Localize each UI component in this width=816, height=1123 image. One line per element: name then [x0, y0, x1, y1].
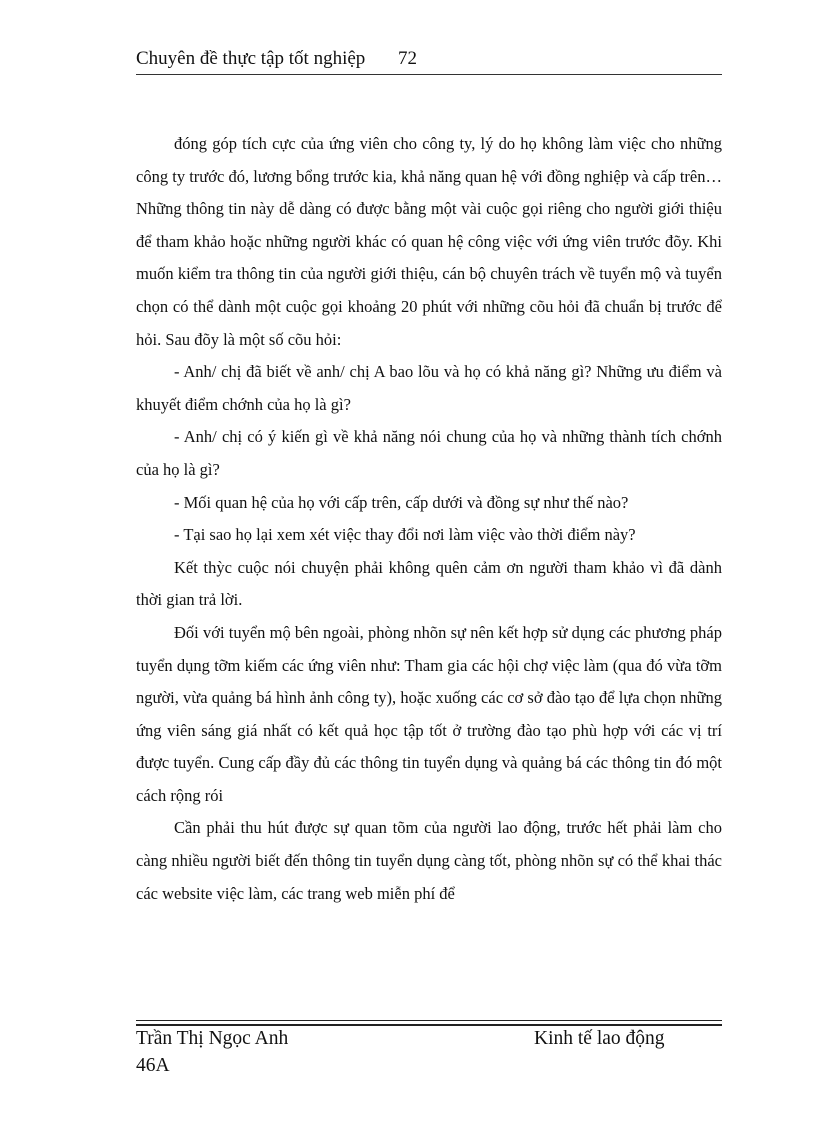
paragraph-attract-attention: Cần phải thu hút được sự quan tõm của người lao động, trước hết phải làm cho càng nhiều người biết đến thông tin tuyển dụng càng tốt, phòng nhõn sự có thể khai thác các website việc làm, các trang web miễn phí để	[136, 818, 722, 903]
document-title: Chuyên đề thực tập tốt nghiệp	[136, 48, 366, 69]
department-name: Kinh tế lao động	[534, 1028, 665, 1049]
question-item: - Anh/ chị đã biết về anh/ chị A bao lõu và họ có khả năng gì? Những ưu điểm và khuyết điểm chớnh của họ là gì?	[136, 362, 722, 414]
page-number: 72	[398, 48, 418, 69]
paragraph-external-recruitment: Đối với tuyển mộ bên ngoài, phòng nhõn sự nên kết hợp sử dụng các phương pháp tuyển dụng tỡm kiếm các ứng viên như: Tham gia các hội chợ việc làm (qua đó vừa tỡm người, vừa quảng bá hình ảnh công ty), hoặc xuống các cơ sở đào tạo để lựa chọn những ứng viên sáng giá nhất có kết quả học tập tốt ở trường đào tạo phù hợp với các vị trí được tuyển. Cung cấp đầy đủ các thông tin tuyển dụng và quảng bá các thông tin đó một cách rộng rói	[136, 622, 722, 805]
question-item: - Anh/ chị có ý kiến gì về khả năng nói chung của họ và những thành tích chớnh của họ là gì?	[136, 427, 722, 479]
page-header	[136, 46, 722, 72]
question-item: - Tại sao họ lại xem xét việc thay đổi nơi làm việc vào thời điểm này?	[174, 525, 636, 545]
document-body	[136, 128, 722, 910]
class-code: 46A	[136, 1055, 170, 1076]
paragraph-reference-check: đóng góp tích cực của ứng viên cho công ty, lý do họ không làm việc cho những công ty trước đó, lương bổng trước kia, khả năng quan hệ với đồng nghiệp và cấp trên… Những thông tin này dễ dàng có được bằng một vài cuộc gọi riêng cho người giới thiệu để tham khảo hoặc những người khác có quan hệ công việc với ứng viên trước đõy. Khi muốn kiểm tra thông tin của người giới thiệu, cán bộ chuyên trách về tuyển mộ và tuyển chọn có thể dành một cuộc gọi khoảng 20 phút với những cõu hỏi đã chuẩn bị trước để hỏi. Sau đõy là một số cõu hỏi:	[136, 134, 722, 349]
footer-divider-thin	[136, 1020, 722, 1021]
author-name: Trần Thị Ngọc Anh	[136, 1028, 289, 1049]
question-item: - Mối quan hệ của họ với cấp trên, cấp dưới và đồng sự như thế nào?	[174, 492, 629, 512]
paragraph-closing: Kết thỳc cuộc nói chuyện phải không quên cảm ơn người tham khảo vì đã dành thời gian trả lời.	[136, 557, 722, 610]
header-divider	[136, 74, 722, 75]
